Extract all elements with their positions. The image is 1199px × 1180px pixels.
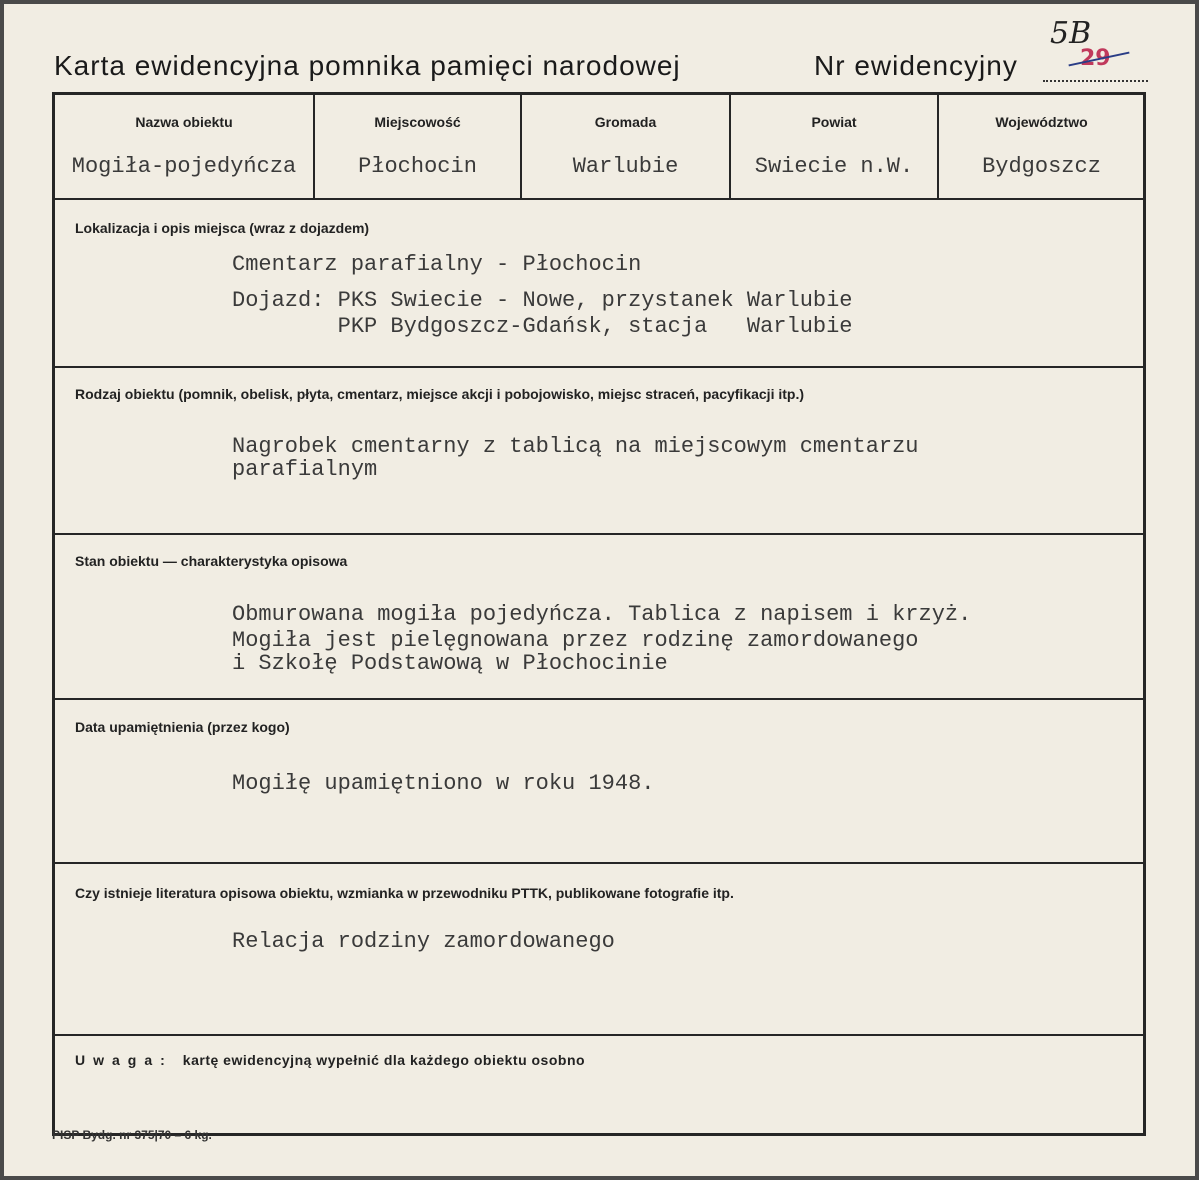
column-header-gromada: Gromada	[594, 114, 657, 130]
column-header-wojewodztwo: Województwo	[995, 114, 1088, 130]
stan-line-2: Mogiła jest pielęgnowana przez rodzinę zamordowanego	[232, 628, 919, 653]
form-title: Karta ewidencyjna pomnika pamięci narodowej	[54, 50, 681, 81]
section-divider	[54, 1034, 1144, 1036]
column-divider	[729, 94, 731, 198]
column-header-nazwa: Nazwa obiektu	[135, 114, 233, 130]
lokalizacja-line-1: Cmentarz parafialny - Płochocin	[232, 252, 642, 277]
column-value-nazwa: Mogiła-pojedyńcza	[71, 154, 297, 179]
section-label-lokalizacja: Lokalizacja i opis miejsca (wraz z dojazdem)	[75, 220, 370, 236]
column-header-miejscowosc: Miejscowość	[374, 114, 461, 130]
section-label-literatura: Czy istnieje literatura opisowa obiektu, wzmianka w przewodniku PTTK, publikowane fotografie itp.	[75, 885, 734, 901]
section-label-rodzaj: Rodzaj obiektu (pomnik, obelisk, płyta, cmentarz, miejsce akcji i pobojowisko, miejsc straceń, pacyfikacji itp.)	[75, 386, 804, 402]
section-label-stan: Stan obiektu — charakterystyka opisowa	[75, 553, 348, 569]
column-value-miejscowosc: Płochocin	[358, 154, 477, 179]
note-text: kartę ewidencyjną wypełnić dla każdego obiektu osobno	[182, 1052, 586, 1068]
stan-line-3: i Szkołę Podstawową w Płochocinie	[232, 651, 668, 676]
lokalizacja-line-2: Dojazd: PKS Swiecie - Nowe, przystanek Warlubie	[232, 288, 853, 313]
column-divider	[937, 94, 939, 198]
column-divider	[313, 94, 315, 198]
record-number-stamp: 29	[1080, 46, 1111, 71]
stan-line-1: Obmurowana mogiła pojedyńcza. Tablica z napisem i krzyż.	[232, 602, 972, 627]
rodzaj-line-2: parafialnym	[232, 457, 378, 482]
section-divider	[54, 533, 1144, 535]
record-number-handwritten: 5B	[1050, 16, 1092, 51]
section-divider	[54, 198, 1144, 200]
section-divider	[54, 698, 1144, 700]
rodzaj-line-1: Nagrobek cmentarny z tablicą na miejscowym cmentarzu	[232, 434, 919, 459]
column-value-gromada: Warlubie	[572, 154, 679, 179]
note	[75, 1052, 585, 1068]
literatura-line-1: Relacja rodziny zamordowanego	[232, 929, 615, 954]
column-header-powiat: Powiat	[811, 114, 857, 130]
section-label-data: Data upamiętnienia (przez kogo)	[75, 719, 290, 735]
column-value-powiat: Swiecie n.W.	[754, 154, 914, 179]
record-number-line	[1043, 80, 1148, 82]
column-value-wojewodztwo: Bydgoszcz	[982, 154, 1101, 179]
record-number-label: Nr ewidencyjny	[814, 50, 1018, 81]
column-divider	[520, 94, 522, 198]
data-line-1: Mogiłę upamiętniono w roku 1948.	[232, 771, 655, 796]
section-divider	[54, 862, 1144, 864]
lokalizacja-line-3: PKP Bydgoszcz-Gdańsk, stacja Warlubie	[232, 314, 853, 339]
section-divider	[54, 366, 1144, 368]
print-footer: PISP Bydg. nr 375|70 – 6 kg.	[52, 1128, 212, 1142]
note-lead: Uwaga:	[75, 1052, 173, 1068]
